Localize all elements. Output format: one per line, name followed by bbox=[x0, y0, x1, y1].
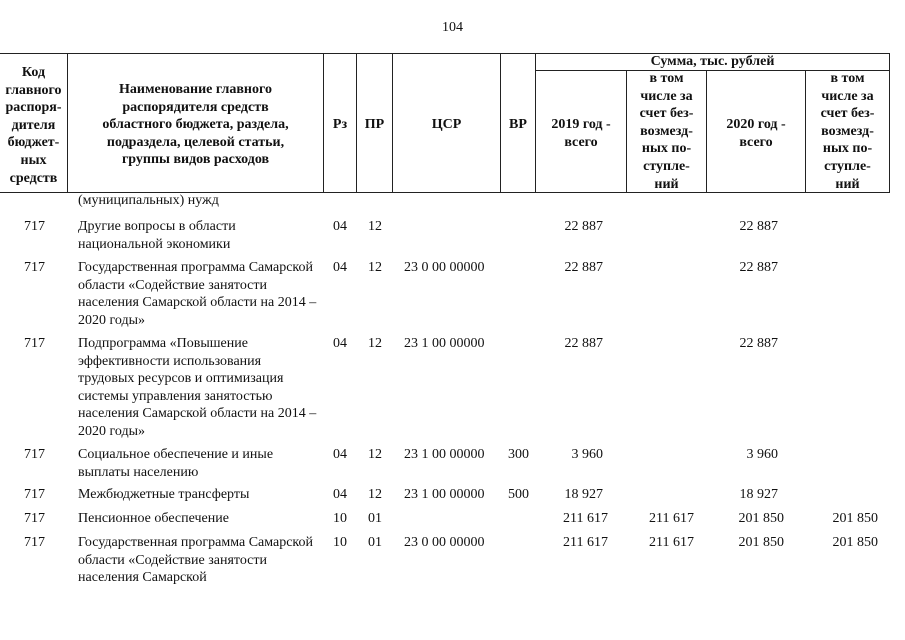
cell-pr: 01 bbox=[368, 535, 382, 550]
header-code: Код главного распоря- дителя бюджет- ных средств bbox=[5, 65, 62, 186]
cell-pr: 12 bbox=[368, 219, 382, 234]
cell-2020-total: 22 887 bbox=[739, 336, 778, 351]
header-vr: ВР bbox=[509, 117, 527, 132]
cell-csr: 23 0 00 00000 bbox=[404, 535, 485, 550]
cell-2019-total: 3 960 bbox=[571, 447, 603, 462]
cell-name: Государственная программа Самарской области «Содействие занятости населения Самарской bbox=[78, 535, 314, 586]
cell-rz: 10 bbox=[333, 511, 347, 526]
cell-rz: 04 bbox=[333, 487, 347, 502]
cell-rz: 04 bbox=[333, 260, 347, 275]
cell-csr: 23 1 00 00000 bbox=[404, 447, 485, 462]
cell-pr: 12 bbox=[368, 487, 382, 502]
cell-2020-free: 201 850 bbox=[832, 511, 878, 526]
cell-code: 717 bbox=[24, 487, 45, 502]
cell-pr: 01 bbox=[368, 511, 382, 526]
header-2019-total: 2019 год - всего bbox=[551, 117, 611, 150]
cell-2020-total: 22 887 bbox=[739, 219, 778, 234]
col-divider bbox=[889, 53, 890, 193]
cell-code: 717 bbox=[24, 336, 45, 351]
cell-rz: 04 bbox=[333, 219, 347, 234]
cell-2020-total: 201 850 bbox=[738, 535, 784, 550]
cell-2020-total: 201 850 bbox=[738, 511, 784, 526]
cell-csr: 23 1 00 00000 bbox=[404, 487, 485, 502]
cell-2020-free: 201 850 bbox=[832, 535, 878, 550]
cell-2019-free: 211 617 bbox=[649, 535, 694, 550]
header-2019-free: в том числе за счет без- возмезд- ных по- ступле- ний bbox=[639, 71, 694, 192]
cell-code: 717 bbox=[24, 511, 45, 526]
cell-rz: 04 bbox=[333, 447, 347, 462]
cell-name: Социальное обеспечение и иные выплаты населению bbox=[78, 447, 274, 480]
cell-2019-free: 211 617 bbox=[649, 511, 694, 526]
cell-vr: 300 bbox=[508, 447, 529, 462]
cell-name: Другие вопросы в области национальной экономики bbox=[78, 219, 236, 252]
cell-code: 717 bbox=[24, 535, 45, 550]
cell-rz: 10 bbox=[333, 535, 347, 550]
header-sum-title: Сумма, тыс. рублей bbox=[650, 54, 775, 69]
cell-name: Пенсионное обеспечение bbox=[78, 511, 229, 526]
cell-pr: 12 bbox=[368, 447, 382, 462]
cell-code: 717 bbox=[24, 260, 45, 275]
header-2020-total: 2020 год - всего bbox=[726, 117, 786, 150]
header-csr: ЦСР bbox=[431, 117, 462, 132]
cell-2019-total: 211 617 bbox=[563, 535, 608, 550]
cell-pr: 12 bbox=[368, 336, 382, 351]
cell-2020-total: 18 927 bbox=[739, 487, 778, 502]
cell-csr: 23 0 00 00000 bbox=[404, 260, 485, 275]
cell-vr: 500 bbox=[508, 487, 529, 502]
header-rz: Рз bbox=[332, 117, 348, 132]
cell-2019-total: 18 927 bbox=[564, 487, 603, 502]
page-number: 104 bbox=[442, 20, 463, 35]
continuation-text: (муниципальных) нужд bbox=[78, 193, 219, 208]
cell-name: Межбюджетные трансферты bbox=[78, 487, 250, 502]
cell-2019-total: 22 887 bbox=[564, 260, 603, 275]
header-2020-free: в том числе за счет без- возмезд- ных по- ступле- ний bbox=[820, 71, 875, 192]
cell-code: 717 bbox=[24, 447, 45, 462]
header-name: Наименование главного распорядителя средств областного бюджета, раздела, подраздела, целевой статьи, группы видов расходов bbox=[102, 82, 289, 168]
cell-2019-total: 211 617 bbox=[563, 511, 608, 526]
cell-2019-total: 22 887 bbox=[564, 336, 603, 351]
cell-2020-total: 3 960 bbox=[746, 447, 778, 462]
cell-2020-total: 22 887 bbox=[739, 260, 778, 275]
cell-pr: 12 bbox=[368, 260, 382, 275]
cell-code: 717 bbox=[24, 219, 45, 234]
cell-name: Подпрограмма «Повышение эффективности использования трудовых ресурсов и оптимизация системы управления занятостью населения Самарской области на 2014 – 2020 годы» bbox=[78, 336, 317, 439]
header-pr: ПР bbox=[364, 117, 385, 132]
cell-2019-total: 22 887 bbox=[564, 219, 603, 234]
cell-csr: 23 1 00 00000 bbox=[404, 336, 485, 351]
cell-rz: 04 bbox=[333, 336, 347, 351]
cell-name: Государственная программа Самарской области «Содействие занятости населения Самарской области на 2014 – 2020 годы» bbox=[78, 260, 317, 328]
